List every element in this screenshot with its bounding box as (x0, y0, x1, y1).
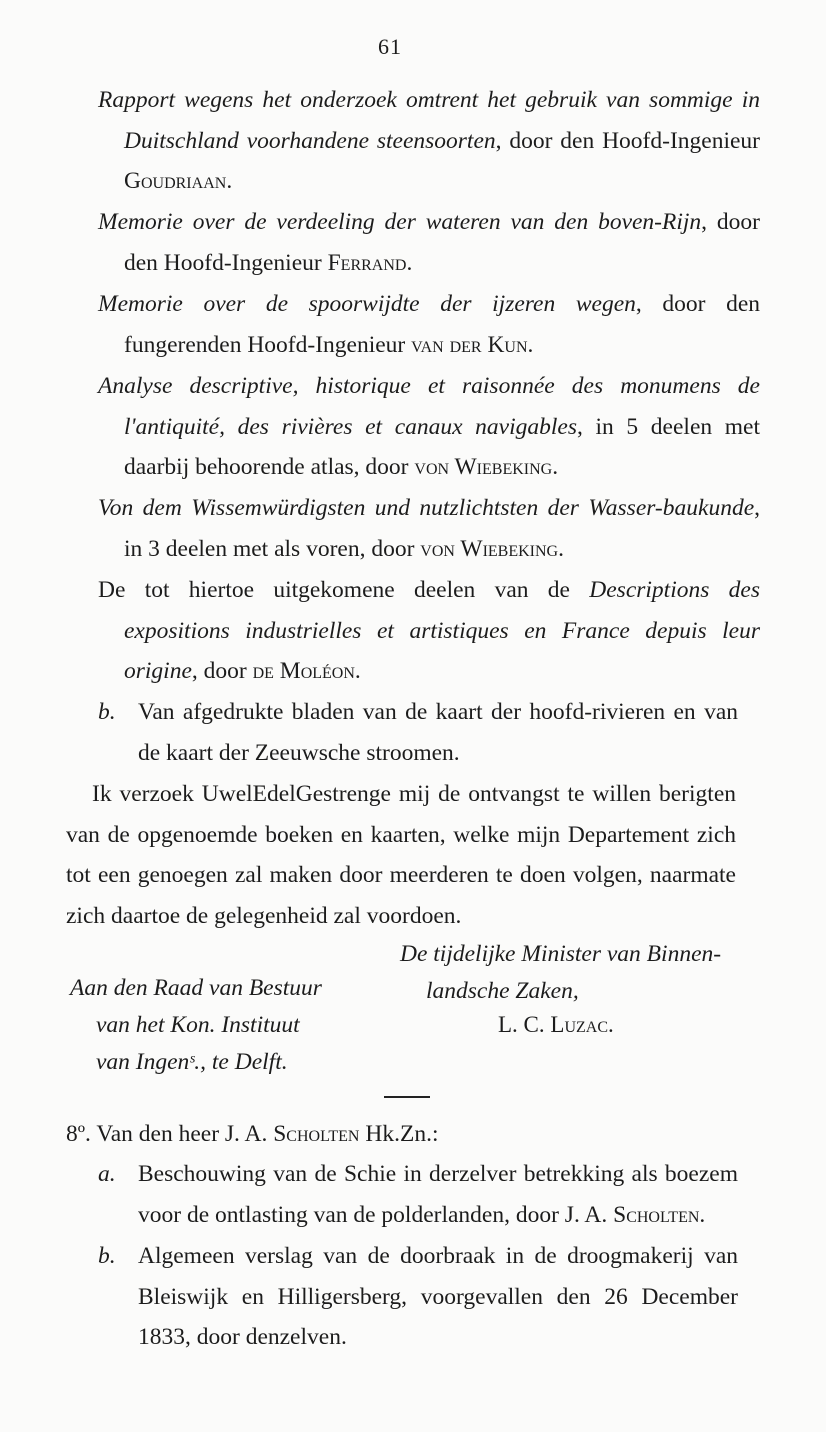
entry-title: Memorie over de spoorwijdte der ijzeren wegen (98, 291, 636, 317)
list-item: Analyse descriptive, historique et raisonnée des monumens de l'antiquité, des rivières et canaux navigables, in 5 deelen met daarbij behoorende atlas, door von Wiebeking. (98, 373, 760, 480)
list-item: Von dem Wissemwürdigsten und nutzlichtsten der Wasser-baukunde, in 3 deelen met als voren, door von Wiebeking. (98, 495, 760, 562)
signature-title: De tijdelijke Minister van Binnen- landsche Zaken, (400, 941, 722, 1004)
author-name: von Wiebeking (414, 454, 553, 480)
author-name: de Moléon (252, 658, 355, 684)
entry-title: Von dem Wissemwürdigsten und nutzlichtsten der Wasser-baukunde (98, 495, 755, 521)
item-text: Beschouwing van de Schie in derzelver betrekking als boezem voor de ontlasting van de polderlanden, door J. A. Scholten. (138, 1161, 738, 1228)
list-item: De tot hiertoe uitgekomene deelen van de Descriptions des expositions industrielles et artistiques en France depuis leur origine, door de Moléon. (98, 577, 760, 684)
list-item: Memorie over de verdeeling der wateren van den boven-Rijn, door den Hoofd-Ingenieur Ferrand. (98, 209, 760, 276)
list-item: Rapport wegens het onderzoek omtrent het gebruik van sommige in Duitschland voorhandene steensoorten, door den Hoofd-Ingenieur Goudriaan. (98, 87, 760, 194)
item-text: Algemeen verslag van de doorbraak in de droogmakerij van Bleiswijk en Hilligersberg, voorgevallen den 26 December 1833, door denzelven. (138, 1243, 738, 1350)
item-label: a. (98, 1161, 116, 1187)
list-item: Memorie over de spoorwijdte der ijzeren wegen, door den fungerenden Hoofd-Ingenieur van der Kun. (98, 291, 760, 358)
addressee: Aan den Raad van Bestuur van het Kon. Instituut van Ingenˢ., te Delft. (70, 975, 322, 1075)
author-name: Ferrand (327, 249, 407, 276)
author-name: Goudriaan (124, 168, 227, 194)
entry-title: Rapport wegens het onderzoek omtrent het gebruik van sommige in Duitschland voorhandene steensoorten (98, 87, 760, 154)
author-name: von Wiebeking (420, 535, 559, 562)
list-item (98, 692, 738, 773)
list-item (98, 1154, 738, 1235)
page-number: 61 (378, 34, 402, 59)
signature-name: L. C. Luzac. (498, 1012, 614, 1037)
author-name: van der Kun (411, 331, 528, 358)
entry-title: Memorie over de verdeeling der wateren van den boven-Rijn (98, 209, 702, 235)
request-paragraph: Ik verzoek UwelEdelGestrenge mij de ontvangst te willen berigten van de opgenoemde boeken en kaarten, welke mijn Departement zich tot een genoegen zal maken door meerderen te doen volgen, naarmate zich daartoe de gelegenheid zal voordoen. (66, 781, 736, 929)
entry-title: Analyse descriptive, historique et raisonnée des monumens de l'antiquité, des rivières et canaux navigables (98, 373, 760, 440)
section-heading: 8º. Van den heer J. A. Scholten Hk.Zn.: (66, 1121, 439, 1147)
divider (384, 1096, 430, 1098)
list-item (98, 1236, 738, 1358)
item-text: Van afgedrukte bladen van de kaart der hoofd-rivieren en van de kaart der Zeeuwsche stroomen. (138, 699, 738, 766)
entry-title: Descriptions des expositions industrielles et artistiques en France depuis leur origine (124, 577, 760, 684)
item-label: b. (98, 699, 116, 725)
item-label: b. (98, 1243, 116, 1269)
